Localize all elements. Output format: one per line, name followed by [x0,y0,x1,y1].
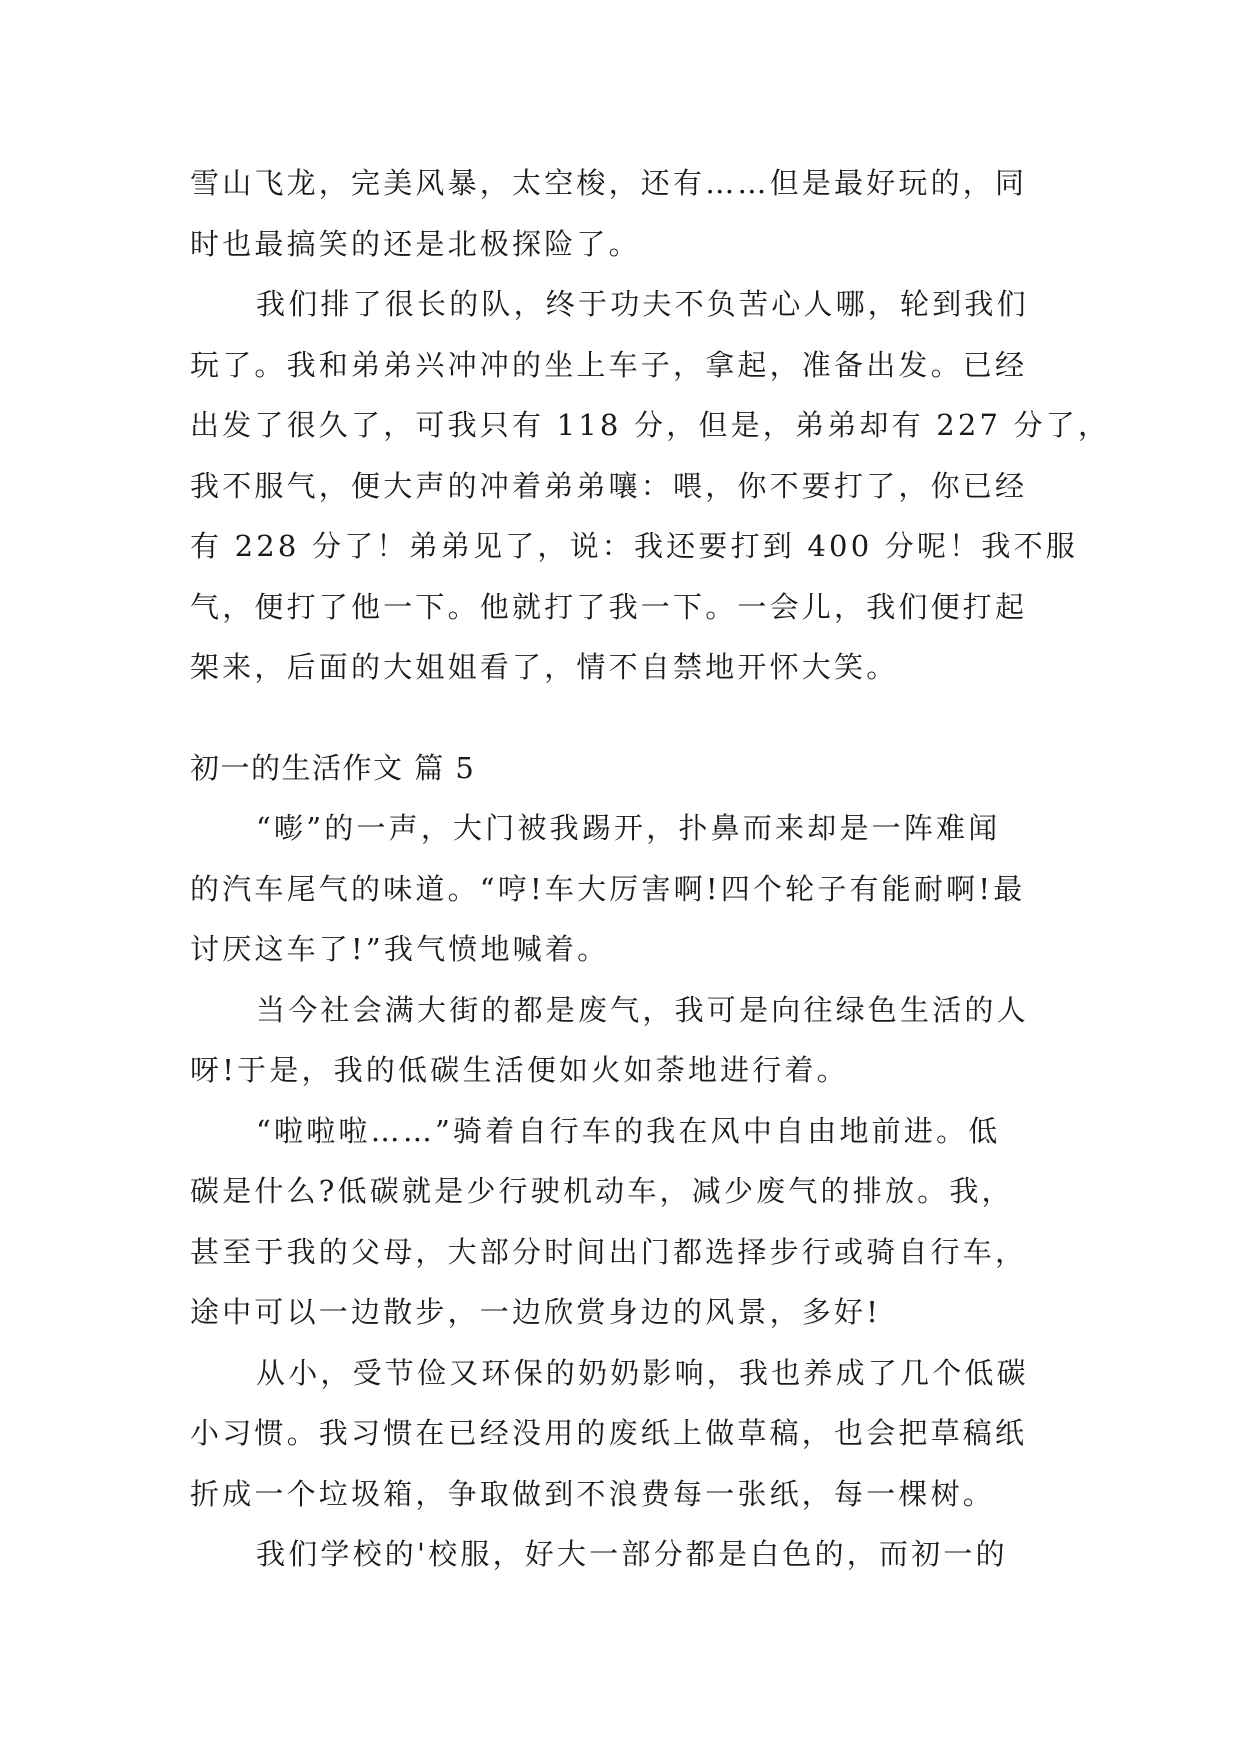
section-heading: 初一的生活作文 篇 5 [190,750,476,785]
paragraph-line: 我们学校的'校服，好大一部分都是白色的，而初一的 [256,1537,1008,1571]
paragraph-line: 架来，后面的大姐姐看了，情不自禁地开怀大笑。 [190,650,899,684]
paragraph-line: 时也最搞笑的还是北极探险了。 [190,226,641,261]
paragraph-line: 气，便打了他一下。他就打了我一下。一会儿，我们便打起 [190,589,1028,624]
paragraph-line: 出发了很久了，可我只有 118 分，但是，弟弟却有 227 分了， [190,408,1111,442]
paragraph-line: 甚至于我的父母，大部分时间出门都选择步行或骑自行车， [190,1234,1028,1269]
paragraph-line: “啦啦啦……”骑着自行车的我在风中自由地前进。低 [256,1113,1001,1148]
paragraph-line: “嘭”的一声，大门被我踢开，扑鼻而来却是一阵难闻 [256,811,1001,845]
section-previous-essay-end [190,153,1111,698]
paragraph-line: 我们排了很长的队，终于功夫不负苦心人哪，轮到我们 [256,287,1029,321]
paragraph-line: 的汽车尾气的味道。“哼!车大厉害啊!四个轮子有能耐啊!最 [190,871,1026,906]
paragraph-line: 碳是什么?低碳就是少行驶机动车，减少废气的排放。我， [190,1174,1014,1208]
paragraph-line: 途中可以一边散步，一边欣赏身边的风景，多好! [190,1295,882,1329]
paragraph-line: 当今社会满大街的都是废气，我可是向往绿色生活的人 [256,992,1029,1027]
paragraph-line: 玩了。我和弟弟兴冲冲的坐上车子，拿起，准备出发。已经 [190,347,1028,382]
paragraph-line: 有 228 分了！弟弟见了，说：我还要打到 400 分呢！我不服 [190,529,1078,563]
paragraph-line: 雪山飞龙，完美风暴，太空梭，还有……但是最好玩的，同 [190,166,1028,200]
section-spacer [190,698,1060,738]
paragraph-line: 从小，受节俭又环保的奶奶影响，我也养成了几个低碳 [256,1355,1029,1390]
paragraph-line: 小习惯。我习惯在已经没用的废纸上做草稿，也会把草稿纸 [190,1416,1028,1450]
section-essay-5 [190,738,1060,1585]
paragraph-line: 折成一个垃圾箱，争取做到不浪费每一张纸，每一棵树。 [190,1476,996,1511]
paragraph-line: 讨厌这车了!”我气愤地喊着。 [190,932,610,966]
paragraph-line: 呀!于是，我的低碳生活便如火如荼地进行着。 [190,1053,849,1087]
document-body [190,153,1111,1585]
paragraph-line: 我不服气，便大声的冲着弟弟嚷：喂，你不要打了，你已经 [190,468,1028,503]
